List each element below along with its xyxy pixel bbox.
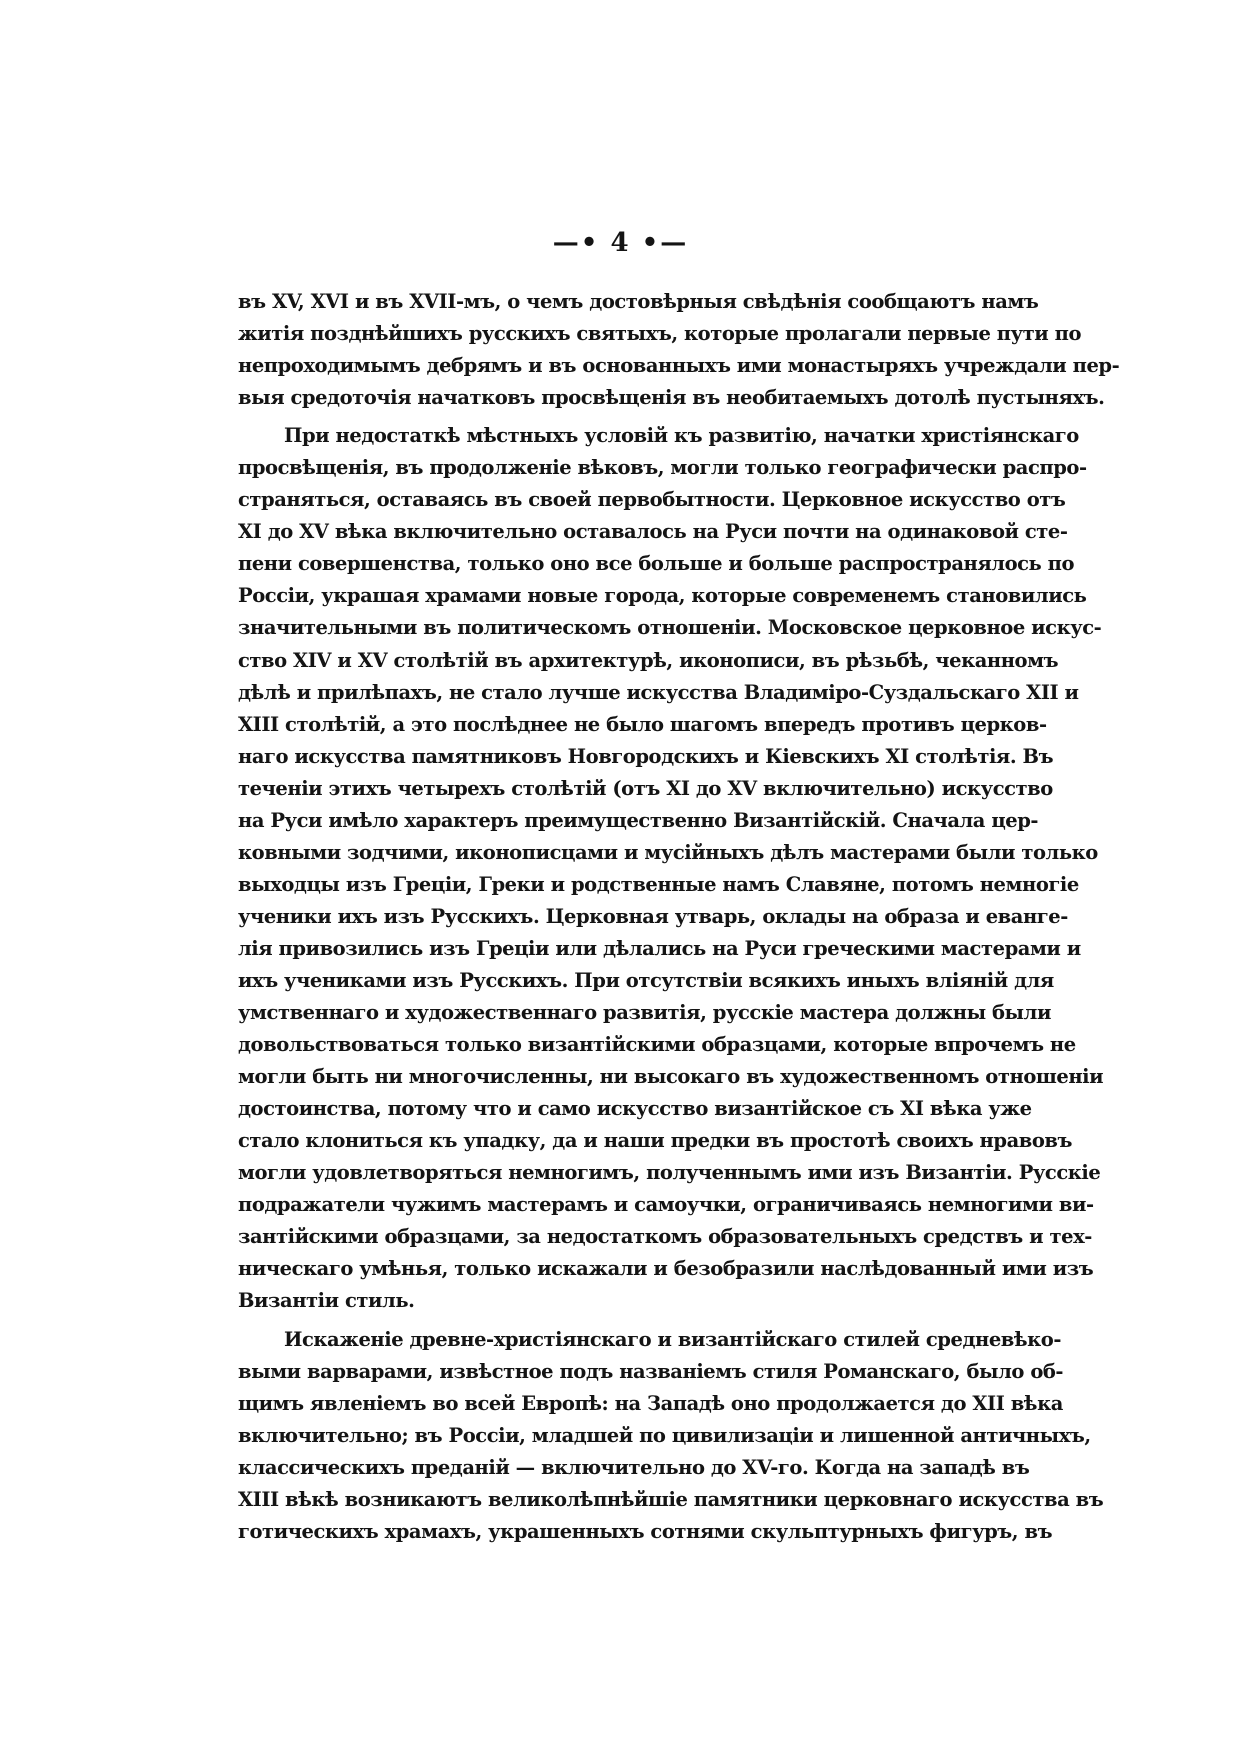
paragraph [238, 1324, 1104, 1548]
text-line: классическихъ преданій — включительно до XV-го. Когда на западѣ въ [238, 1455, 1030, 1479]
text-line: Византіи стиль. [238, 1289, 415, 1313]
page-number: —• 4 •— [552, 228, 689, 258]
text-line: житія позднѣйшихъ русскихъ святыхъ, которые пролагали первые пути по [238, 322, 1082, 346]
paragraph [238, 420, 1104, 1317]
text-line: При недостаткѣ мѣстныхъ условій къ развитію, начатки христіянскаго [284, 424, 1079, 448]
text-line: довольствоваться только византійскими образцами, которые впрочемъ не [238, 1033, 1076, 1057]
text-line: могли удовлетворяться немногимъ, полученнымъ ими изъ Византіи. Русскіе [238, 1161, 1101, 1185]
text-line: Россіи, украшая храмами новые города, которые современемъ становились [238, 584, 1087, 608]
text-line: ученики ихъ изъ Русскихъ. Церковная утварь, оклады на образа и еванге- [238, 904, 1068, 928]
text-line: умственнаго и художественнаго развитія, русскіе мастера должны были [238, 1001, 1051, 1025]
text-line: щимъ явленіемъ во всей Европѣ: на Западѣ оно продолжается до XII вѣка [238, 1391, 1063, 1415]
text-line: страняться, оставаясь въ своей первобытности. Церковное искусство отъ [238, 488, 1066, 512]
text-line: непроходимымъ дебрямъ и въ основанныхъ ими монастыряхъ учреждали пер- [238, 354, 1120, 378]
text-line: ство XIV и XV столѣтій въ архитектурѣ, иконописи, въ рѣзьбѣ, чеканномъ [238, 648, 1059, 672]
text-line: ковными зодчими, иконописцами и мусійныхъ дѣлъ мастерами были только [238, 840, 1098, 864]
text-line: готическихъ храмахъ, украшенныхъ сотнями скульптурныхъ фигуръ, въ [238, 1519, 1053, 1543]
text-line: могли быть ни многочисленны, ни высокаго въ художественномъ отношеніи [238, 1065, 1104, 1089]
text-line: XIII вѣкѣ возникаютъ великолѣпнѣйшіе памятники церковнаго искусства въ [238, 1487, 1104, 1511]
text-line: наго искусства памятниковъ Новгородскихъ и Кіевскихъ XI столѣтія. Въ [238, 744, 1054, 768]
text-line: лія привозились изъ Греціи или дѣлались на Руси греческими мастерами и [238, 936, 1081, 960]
text-line: пени совершенства, только оно все больше и больше распространялось по [238, 552, 1075, 576]
main-text [238, 286, 1120, 1548]
text-line: дѣлѣ и прилѣпахъ, не стало лучше искусства Владиміро-Суздальскаго XII и [238, 680, 1079, 704]
text-line: теченіи этихъ четырехъ столѣтій (отъ XI до XV включительно) искусство [238, 776, 1053, 800]
text-line: включительно; въ Россіи, младшей по цивилизаціи и лишенной античныхъ, [238, 1423, 1091, 1447]
text-line: въ XV, XVI и въ XVII-мъ, о чемъ достовѣрныя свѣдѣнія сообщаютъ намъ [238, 290, 1039, 313]
text-line: зантійскими образцами, за недостаткомъ образовательныхъ средствъ и тех- [238, 1225, 1092, 1249]
text-line: ническаго умѣнья, только искажали и безобразили наслѣдованный ими изъ [238, 1257, 1094, 1281]
text-line: значительными въ политическомъ отношеніи. Московское церковное искус- [238, 616, 1102, 640]
text-line: подражатели чужимъ мастерамъ и самоучки, ограничиваясь немногими ви- [238, 1193, 1094, 1217]
text-line: ихъ учениками изъ Русскихъ. При отсутствіи всякихъ иныхъ вліяній для [238, 968, 1054, 992]
text-line: XIII столѣтій, а это послѣднее не было шагомъ впередъ противъ церков- [238, 712, 1047, 736]
text-line: просвѣщенія, въ продолженіе вѣковъ, могли только географически распро- [238, 456, 1087, 480]
paragraph [238, 286, 1120, 414]
text-line: выми варварами, извѣстное подъ названіемъ стиля Романскаго, было об- [238, 1359, 1064, 1383]
text-line: выходцы изъ Греціи, Греки и родственные намъ Славяне, потомъ немногіе [238, 872, 1079, 896]
text-line: на Руси имѣло характеръ преимущественно Византійскій. Сначала цер- [238, 808, 1039, 832]
text-line: выя средоточія начатковъ просвѣщенія въ необитаемыхъ дотолѣ пустыняхъ. [238, 386, 1105, 410]
text-line: XI до XV вѣка включительно оставалось на Руси почти на одинаковой сте- [238, 520, 1068, 544]
text-line: Искаженіе древне-христіянскаго и византійскаго стилей средневѣко- [284, 1327, 1061, 1351]
text-line: достоинства, потому что и само искусство византійское съ XI вѣка уже [238, 1097, 1032, 1121]
text-line: стало клониться къ упадку, да и наши предки въ простотѣ своихъ нравовъ [238, 1129, 1073, 1153]
